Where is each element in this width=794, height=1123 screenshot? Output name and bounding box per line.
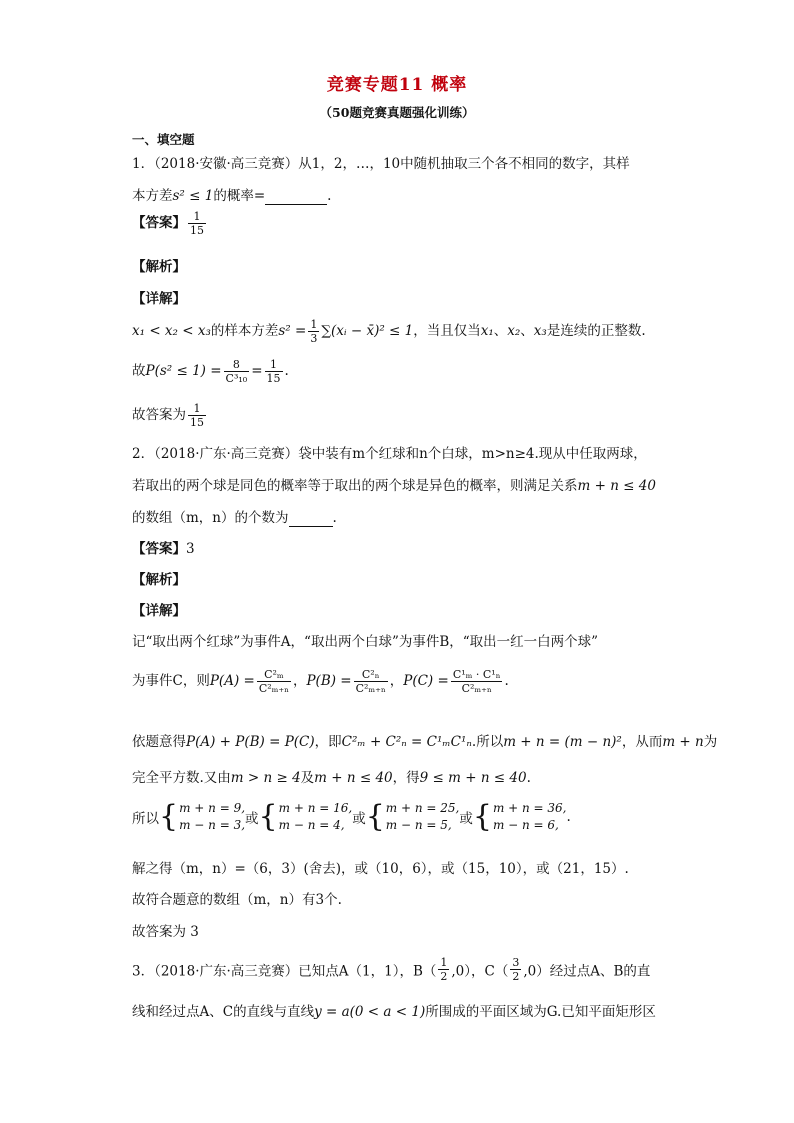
q1-sum-formula: ∑(xᵢ − x̄)² ≤ 1 (321, 323, 414, 339)
q1-answer-den: 15 (190, 224, 204, 237)
q1-x3: x₃ (533, 323, 547, 339)
page-subtitle: （50题竞赛真题强化训练） (319, 105, 475, 120)
q2-system4-bot: m − n = 6, (492, 818, 559, 832)
q2-pb: P(B) = (306, 673, 352, 689)
q2-pa-fraction (257, 668, 291, 695)
q3-line-equation: y = a(0 < a < 1) (314, 1004, 426, 1020)
q1-d2-frac1-den: C³₁₀ (225, 372, 248, 385)
q1-d2-frac1-num: 8 (224, 358, 250, 372)
q1-s2: s² = (278, 323, 307, 339)
q2-detail-line6: 解之得（m，n）=（6，3）(舍去)，或（10，6），或（15，10），或（21，15）. (132, 861, 629, 877)
q2-system3-bot: m − n = 5, (385, 818, 452, 832)
q1-variance-condition: s² ≤ 1 (172, 188, 214, 204)
q1-line1: 1．（2018·安徽·高三竞赛）从1，2，…，10中随机抽取三个各不相同的数字，其样 (132, 156, 630, 172)
q1-x1: x₁ (480, 323, 494, 339)
q2-comb-equation: C²ₘ + C²ₙ = C¹ₘC¹ₙ (341, 734, 472, 750)
q2-pc-fraction (451, 668, 503, 695)
q1-d2-fraction1 (224, 358, 250, 385)
q1-d1-sep2: 、 (520, 323, 534, 339)
q2-d3-text-g: ，从而 (621, 734, 663, 750)
q2-detail-line1: 记“取出两个红球”为事件A，“取出两个白球”为事件B，“取出一红一白两个球” (132, 634, 599, 650)
q2-answer-label: 【答案】 (132, 541, 186, 557)
q1-answer-label: 【答案】 (132, 215, 186, 231)
left-brace-icon: { (258, 799, 278, 834)
q1-x2: x₂ (507, 323, 521, 339)
q2-system1-top: m + n = 9, (179, 801, 246, 815)
q3-line2-text-c: 所围成的平面区域为G.已知平面矩形区 (425, 1004, 656, 1020)
q1-d1-sep1: 、 (493, 323, 508, 339)
q2-d3-text-c: ，即 (314, 734, 342, 750)
q2-pa-num: C²ₘ (257, 668, 291, 682)
q1-probability: P(s² ≤ 1) = (145, 363, 222, 379)
q2-detail-line4 (132, 766, 531, 786)
q2-detail-line2 (132, 668, 509, 695)
q1-line2-text-a: 本方差 (132, 188, 173, 204)
q2-d2-sep2: ， (389, 673, 404, 689)
q1-d1-frac-num: 1 (310, 318, 318, 331)
q2-sum: m + n (662, 734, 704, 750)
q2-system1-bot: m − n = 3, (179, 818, 246, 832)
q2-detail-line7: 故符合题意的数组（m，n）有3个. (132, 892, 342, 908)
q2-d3-text-a: 依题意得 (132, 734, 186, 750)
q3-line2-text-a: 线和经过点A、C的直线与直线 (132, 1004, 315, 1020)
page-title: 竞赛专题11 概率 (326, 75, 468, 95)
q2-prob-equation: P(A) + P(B) = P(C) (186, 734, 315, 750)
q2-pa-den: C²ₘ₊ₙ (258, 682, 289, 695)
q1-d2-text-a: 故 (132, 363, 146, 379)
q2-line3 (132, 506, 337, 527)
q1-answer (132, 210, 208, 237)
q3-c-den: 2 (512, 970, 520, 983)
q1-d2-fraction2 (265, 358, 283, 385)
q2-detail-line5 (132, 800, 571, 834)
left-brace-icon: { (472, 799, 492, 834)
q2-pb-num: C²ₙ (354, 668, 388, 682)
q1-d2-eq: = (251, 363, 263, 379)
q2-system3-top: m + n = 25, (385, 801, 460, 815)
q1-d1-text: 的样本方差 (210, 323, 279, 339)
q2-final: 故答案为 3 (132, 924, 199, 940)
q2-d4-end: . (526, 770, 531, 786)
q1-final-text: 故答案为 (132, 407, 186, 423)
q2-square-equation: m + n = (m − n)² (503, 734, 622, 750)
q1-analysis-label: 【解析】 (132, 259, 186, 275)
q1-answer-fraction (188, 210, 206, 237)
q3-c-fraction (510, 956, 521, 983)
q2-d3-text-i: 为 (703, 734, 718, 750)
q2-pb-fraction (354, 668, 388, 695)
q2-system2-top: m + n = 16, (278, 801, 353, 815)
q1-d1-text-e: ，当且仅当 (413, 323, 481, 339)
q1-final (132, 402, 208, 429)
q2-or2: 或 (352, 811, 366, 827)
q2-d4-text-a: 完全平方数.又由 (132, 770, 231, 786)
q1-line2-text-c: 的概率= (213, 188, 266, 204)
q3-line1-text-c: ,0），C（ (451, 963, 509, 980)
q1-d1-fraction (308, 318, 319, 345)
q2-or3: 或 (459, 811, 473, 827)
q2-d5-text: 所以 (132, 811, 159, 827)
q1-line2 (132, 184, 331, 205)
left-brace-icon: { (365, 799, 385, 834)
q2-system4-top: m + n = 36, (492, 801, 567, 815)
q2-detail-label: 【详解】 (132, 603, 186, 619)
q1-detail-label: 【详解】 (132, 291, 186, 307)
q3-line1-text-e: ,0）经过点A、B的直 (523, 963, 651, 980)
q2-answer-blank (289, 510, 333, 527)
q2-constraint: m + n ≤ 40 (577, 478, 656, 494)
q2-pa: P(A) = (209, 673, 255, 689)
q1-final-fraction (188, 402, 206, 429)
q3-line1-text-a: 3．（2018·广东·高三竞赛）已知点A（1，1），B（ (132, 963, 437, 980)
left-brace-icon: { (159, 799, 179, 834)
q2-or1: 或 (245, 811, 259, 827)
q1-detail-line1 (132, 318, 646, 345)
q2-d3-text-e: .所以 (471, 734, 504, 750)
q1-d1-frac-den: 3 (310, 332, 318, 345)
q1-answer-blank (265, 188, 327, 205)
q3-line1 (132, 956, 650, 983)
q2-pc-num: C¹ₘ · C¹ₙ (452, 668, 501, 681)
q1-answer-num: 1 (188, 210, 206, 224)
section-heading: 一、填空题 (132, 132, 195, 147)
q2-system1 (179, 800, 245, 834)
q2-line2 (132, 474, 656, 494)
q2-system2 (279, 800, 353, 834)
q2-inequality2: m + n ≤ 40 (314, 770, 393, 786)
q2-d4-text-e: ，得 (392, 770, 420, 786)
q2-answer (132, 537, 195, 557)
q1-d1-text-k: 是连续的正整数. (546, 323, 646, 339)
q1-final-den: 15 (190, 416, 204, 429)
q2-detail-line3 (132, 730, 717, 750)
q2-line3-text: 的数组（m，n）的个数为 (132, 510, 289, 526)
q2-d2-sep1: ， (292, 673, 307, 689)
q2-system4 (493, 800, 567, 834)
q2-line3-end: . (332, 510, 337, 526)
q1-line2-end: . (327, 188, 332, 204)
q3-c-num: 3 (512, 956, 520, 969)
q2-line1: 2．（2018·广东·高三竞赛）袋中装有m个红球和n个白球，m>n≥4.现从中任取两球， (132, 446, 647, 462)
q2-system3 (386, 800, 460, 834)
q3-b-num: 1 (440, 956, 448, 969)
q2-pc: P(C) = (403, 673, 449, 689)
q3-line2 (132, 1000, 656, 1020)
q3-b-fraction (438, 956, 449, 983)
q1-order: x₁ < x₂ < x₃ (132, 323, 211, 339)
q2-line2-text: 若取出的两个球是同色的概率等于取出的两个球是异色的概率，则满足关系 (132, 478, 578, 494)
q1-final-num: 1 (188, 402, 206, 416)
q2-system2-bot: m − n = 4, (278, 818, 345, 832)
q2-pb-den: C²ₘ₊ₙ (355, 682, 386, 695)
q2-d5-end: . (566, 809, 571, 825)
q2-analysis-label: 【解析】 (132, 572, 186, 588)
q1-d2-end: . (284, 363, 289, 379)
q1-d2-frac2-den: 15 (266, 372, 281, 385)
q2-d2-text: 为事件C，则 (132, 673, 210, 689)
q2-inequality3: 9 ≤ m + n ≤ 40 (419, 770, 527, 786)
q1-detail-line2 (132, 358, 289, 385)
q2-answer-value: 3 (186, 541, 195, 557)
q2-pc-den: C²ₘ₊ₙ (461, 682, 492, 695)
q2-d4-text-c: 及 (300, 770, 315, 786)
q2-d2-end: . (504, 673, 509, 689)
q3-b-den: 2 (440, 970, 448, 983)
q2-inequality1: m > n ≥ 4 (230, 770, 301, 786)
q1-d2-frac2-num: 1 (265, 358, 283, 372)
